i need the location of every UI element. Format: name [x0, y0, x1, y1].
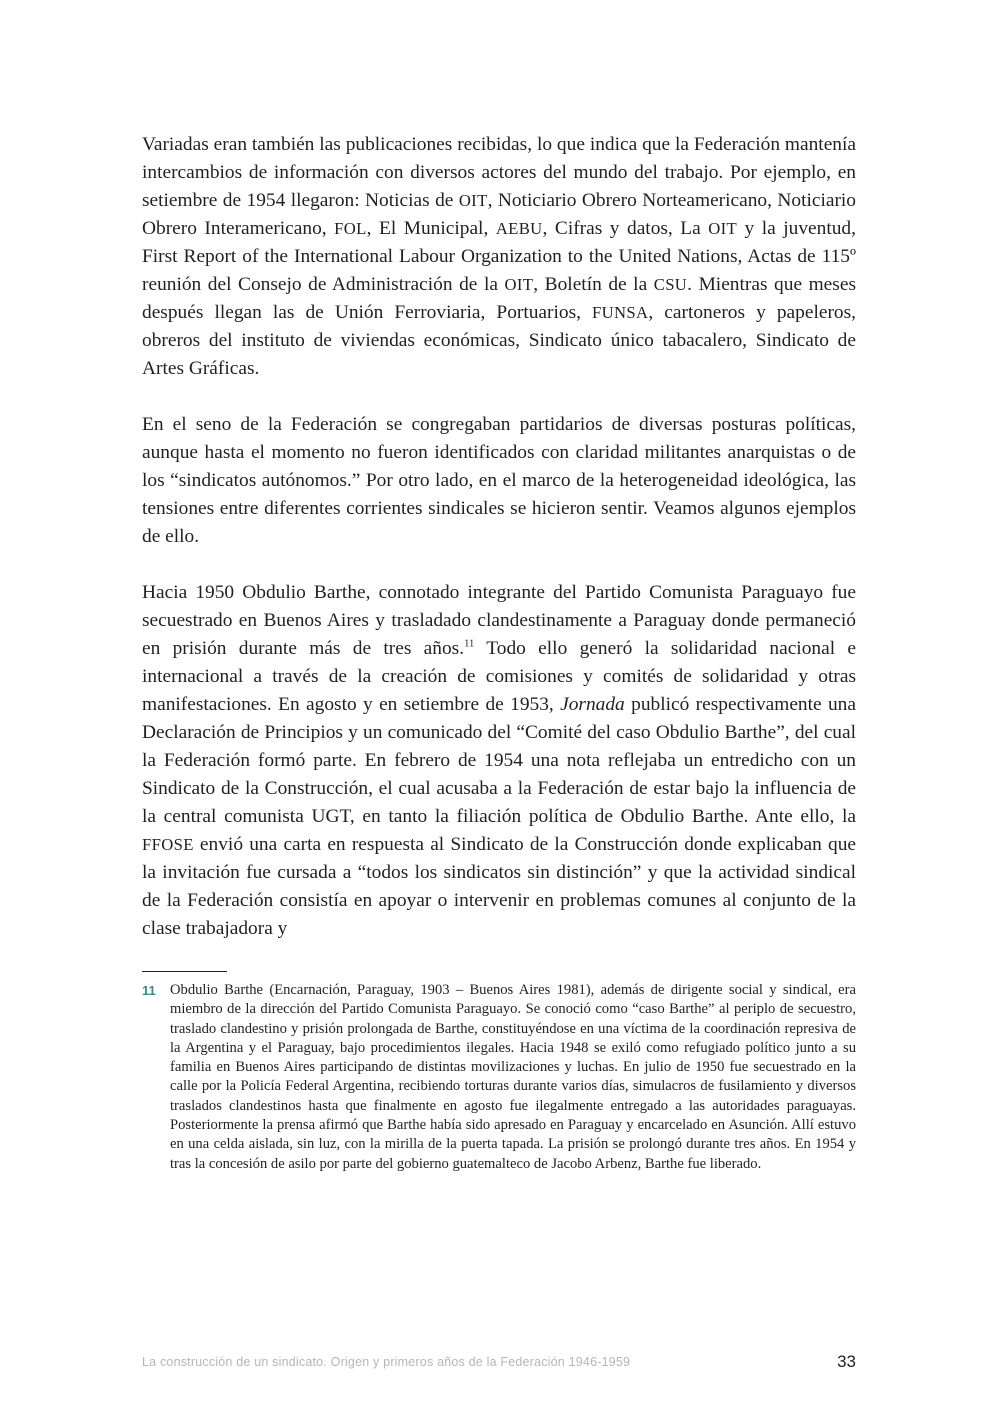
footnote-text: Obdulio Barthe (Encarnación, Paraguay, 1903 – Buenos Aires 1981), además de dirigente social y sindical, era miembro de la dirección del Partido Comunista Paraguayo. Se conoció como “caso Barthe” al periplo de secuestro, traslado clandestino y prisión prolongada de Barthe, constituyéndose en una víctima de la coordinación represiva de la Argentina y el Paraguay, bajo procedimientos ilegales. Hacia 1948 se exiló como refugiado político junto a su familia en Buenos Aires participando de distintas movilizaciones y luchas. En julio de 1950 fue secuestrado en la calle por la Policía Federal Argentina, recibiendo torturas durante varios días, simulacros de fusilamiento y diversos traslados clandestinos hasta que finalmente en agosto fue ilegalmente entregado a las autoridades paraguayas. Posteriormente la prensa afirmó que Barthe había sido apresado en Paraguay y encarcelado en Asunción. Allí estuvo en una celda aislada, sin luz, con la mirilla de la puerta tapada. La prisión se prolongó durante tres años. En 1954 y tras la concesión de asilo por parte del gobierno guatemalteco de Jacobo Arbenz, Barthe fue liberado. [170, 982, 856, 1172]
footnote-separator [142, 971, 227, 972]
text-run: , El Municipal, [366, 218, 496, 239]
acronym: FFOSE [142, 835, 194, 854]
footnote-reference[interactable]: 11 [464, 637, 475, 650]
body-paragraph-ideologies: En el seno de la Federación se congregaban partidarios de diversas posturas políticas, aunque hasta el momento no fueron identificados con claridad militantes anarquistas o de los “sindicatos autónomos.” Por otro lado, en el marco de la heterogeneidad ideológica, las tensiones entre diferentes corrientes sindicales se hicieron sentir. Veamos algunos ejemplos de ello. [142, 414, 856, 547]
text-run: , Cifras y datos, La [542, 218, 709, 239]
acronym: AEBU [495, 219, 543, 238]
footnote [142, 981, 856, 1174]
acronym: CSU [653, 275, 688, 294]
text-run: Hacia 1950 Obdulio Barthe, connotado integrante del Partido Comunista Paraguayo fue secuestrado en Buenos Aires y trasladado clandestinamente a Paraguay donde permaneció en prisión durante más de tres años. [142, 582, 856, 659]
text-run: y la juventud, First Report of the International Labour Organization to the United Nations, Actas de 115º reunión del Consejo de Administración de la [142, 218, 856, 295]
text-run: Variadas eran también las publicaciones recibidas, lo que indica que la Federación mantenía intercambios de información con diversos actores del mundo del trabajo. Por ejemplo, en setiembre de 1954 llegaron: Noticias de [142, 134, 856, 211]
acronym: OIT [708, 219, 738, 238]
publication-title: Jornada [560, 694, 625, 715]
text-run: publicó respectivamente una Declaración de Principios y un comunicado del “Comité del caso Obdulio Barthe”, del cual la Federación formó parte. En febrero de 1954 una nota reflejaba un entredicho con un Sindicato de la Construcción, el cual acusaba a la Federación de estar bajo la influencia de la central comunista UGT, en tanto la filiación política de Obdulio Barthe. Ante ello, la [142, 694, 856, 827]
acronym: OIT [504, 275, 534, 294]
page-number: 33 [837, 1352, 856, 1371]
body-paragraph-publications [142, 131, 856, 383]
running-footer: La construcción de un sindicato. Origen y primeros años de la Federación 1946-1959 [142, 1355, 631, 1369]
acronym: FOL [334, 219, 367, 238]
acronym: OIT [458, 191, 488, 210]
body-paragraph-barthe-case [142, 579, 856, 943]
footnote-number: 11 [142, 983, 156, 998]
text-run: , cartoneros y papeleros, obreros del instituto de viviendas económicas, Sindicato único tabacalero, Sindicato de Artes Gráficas. [142, 302, 857, 379]
text-run: . Mientras que meses después llegan las de Unión Ferroviaria, Portuarios, [142, 274, 856, 323]
text-run: , Boletín de la [533, 274, 654, 295]
text-run: envió una carta en respuesta al Sindicato de la Construcción donde explicaban que la invitación fue cursada a “todos los sindicatos sin distinción” y que la actividad sindical de la Federación consistía en apoyar o intervenir en problemas comunes al conjunto de la clase trabajadora y [142, 834, 856, 939]
text-run: Todo ello generó la solidaridad nacional e internacional a través de la creación de comisiones y comités de solidaridad y otras manifestaciones. En agosto y en setiembre de 1953, [142, 638, 856, 715]
acronym: FUNSA [592, 303, 649, 322]
text-run: , Noticiario Obrero Norteamericano, Noticiario Obrero Interamericano, [142, 190, 856, 239]
